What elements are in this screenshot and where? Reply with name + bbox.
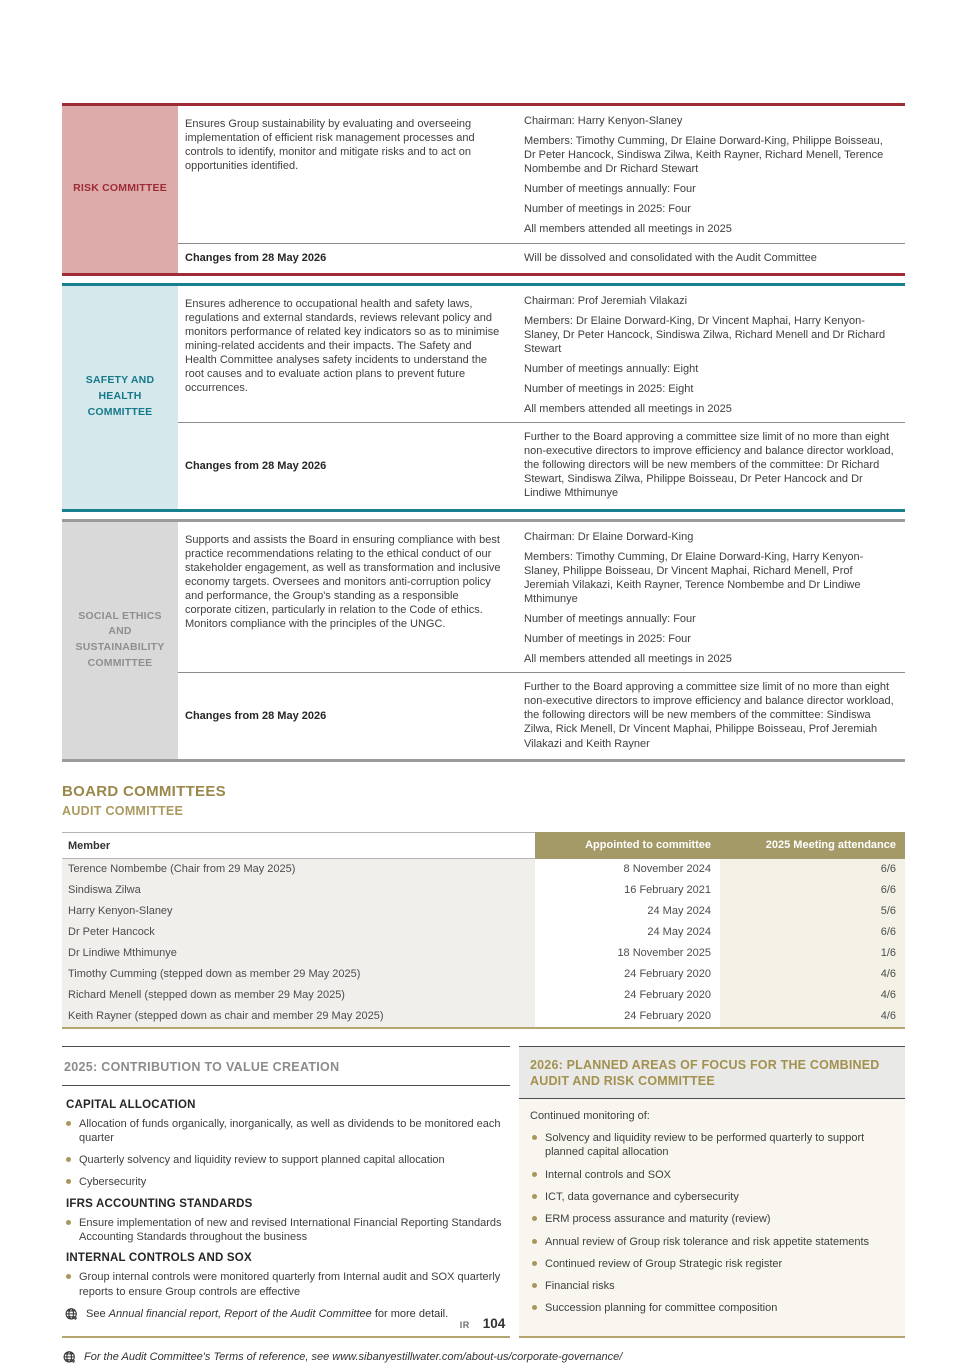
page-content <box>62 103 905 1365</box>
bullet-dot-icon <box>532 1135 537 1140</box>
column-header-member: Member <box>62 832 535 859</box>
changes-label: Changes from 28 May 2026 <box>178 422 515 508</box>
list-item <box>532 1257 893 1271</box>
value-creation-heading: 2025: CONTRIBUTION TO VALUE CREATION <box>62 1047 510 1086</box>
detail-members: Members: Timothy Cumming, Dr Elaine Dorward-King, Philippe Boisseau, Dr Peter Hancock, Sindiswa Zilwa, Keith Rayner, Richard Menell, Terence Nombembe and Dr Richard Stewart <box>524 135 884 176</box>
list-item <box>532 1212 893 1226</box>
section-title-ifrs: IFRS ACCOUNTING STANDARDS <box>66 1197 253 1210</box>
column-header-attendance: 2025 Meeting attendance <box>720 832 905 859</box>
appointed-cell: 16 February 2021 <box>535 880 720 901</box>
detail-chairman: Chairman: Harry Kenyon-Slaney <box>524 115 683 127</box>
committee-description: Ensures adherence to occupational health and safety laws, regulations and external standards, reviews relevant policy and monitors performance of related key indicators so as to minimise mining-related accidents and their impacts. The Safety and Health Committee analyses safety incidents to understand the root causes and to evaluate action plans to prevent future occurrences. <box>185 297 500 395</box>
list-item-text: Cybersecurity <box>79 1176 147 1189</box>
table-row <box>62 880 905 901</box>
section-title-internal-controls: INTERNAL CONTROLS AND SOX <box>66 1252 252 1265</box>
detail-chairman: Chairman: Dr Elaine Dorward-King <box>524 530 694 543</box>
committee-description: Ensures Group sustainability by evaluating and overseeing implementation of efficient risk management processes and controls to identify, monitor and mitigate risks and to act on opportunities identified. <box>185 118 475 173</box>
committee-name: SOCIAL ETHICS AND SUSTAINABILITY COMMITTEE <box>75 609 165 669</box>
bullet-dot-icon <box>532 1283 537 1288</box>
board-committees-heading: BOARD COMMITTEES <box>62 782 226 800</box>
bullet-dot-icon <box>532 1239 537 1244</box>
member-cell: Dr Lindiwe Mthimunye <box>62 943 535 964</box>
appointed-cell: 24 May 2024 <box>535 922 720 943</box>
list-item <box>66 1153 508 1167</box>
table-row <box>62 964 905 985</box>
table-row <box>62 859 905 880</box>
footnote-text: For the Audit Committee's Terms of reference, see www.sibanyestillwater.com/about-us/corporate-governance/ <box>84 1351 623 1364</box>
table-header-row <box>62 832 905 859</box>
detail-meetings-annually: Number of meetings annually: Eight <box>524 362 699 375</box>
member-cell: Terence Nombembe (Chair from 29 May 2025) <box>62 859 535 880</box>
bullet-dot-icon <box>532 1261 537 1266</box>
bullet-dot-icon <box>66 1220 71 1225</box>
bullet-dot-icon <box>532 1305 537 1310</box>
list-item-text: Solvency and liquidity review to be performed quarterly to support planned capital allocation <box>545 1132 865 1159</box>
changes-text: Further to the Board approving a committee size limit of no more than eight non-executive directors to improve efficiency and balance director workload, the following directors will be new members of the committee: Dr Richard Stewart, Sindiswa Zilwa, Philippe Boisseau, Dr Peter Hancock and Dr Lindiwe Mthimunye <box>515 422 905 508</box>
detail-meetings-annually: Number of meetings annually: Four <box>524 612 696 625</box>
planned-focus-intro: Continued monitoring of: <box>530 1110 650 1123</box>
member-cell: Keith Rayner (stepped down as chair and member 29 May 2025) <box>62 1006 535 1027</box>
list-item <box>66 1216 508 1245</box>
bullet-dot-icon <box>532 1172 537 1177</box>
page-number: 104 <box>482 1316 506 1331</box>
detail-meetings-2025: Number of meetings in 2025: Four <box>524 633 691 646</box>
committee-details <box>515 286 905 423</box>
bullet-dot-icon <box>532 1194 537 1199</box>
globe-link-icon <box>62 1350 77 1365</box>
changes-label: Changes from 28 May 2026 <box>178 243 515 273</box>
list-item-text: Group internal controls were monitored quarterly from Internal audit and SOX quarterly reports to ensure Group controls are effective <box>79 1271 501 1298</box>
list-item <box>532 1279 893 1293</box>
appointed-cell: 24 February 2020 <box>535 964 720 985</box>
list-item <box>532 1131 893 1160</box>
detail-chairman: Chairman: Prof Jeremiah Vilakazi <box>524 294 688 307</box>
member-cell: Timothy Cumming (stepped down as member 29 May 2025) <box>62 964 535 985</box>
appointed-cell: 24 February 2020 <box>535 1006 720 1027</box>
safety-health-committee-label <box>62 286 178 509</box>
appointed-cell: 8 November 2024 <box>535 859 720 880</box>
list-item <box>66 1270 508 1299</box>
detail-attendance: All members attended all meetings in 2025 <box>524 403 732 416</box>
bullet-dot-icon <box>66 1274 71 1279</box>
planned-focus-panel <box>519 1046 905 1338</box>
attendance-cell: 4/6 <box>720 985 905 1006</box>
committee-details <box>515 106 905 243</box>
list-item-text: Quarterly solvency and liquidity review to support planned capital allocation <box>79 1154 445 1167</box>
list-item <box>532 1190 893 1204</box>
list-item-text: Allocation of funds organically, inorganically, as well as dividends to be monitored each quarter <box>79 1117 501 1144</box>
committee-details <box>515 522 905 673</box>
attendance-cell: 4/6 <box>720 1006 905 1027</box>
appointed-cell: 18 November 2025 <box>535 943 720 964</box>
committee-name: SAFETY AND HEALTH COMMITTEE <box>85 374 155 418</box>
attendance-cell: 6/6 <box>720 922 905 943</box>
risk-committee-row <box>62 103 905 276</box>
attendance-cell: 5/6 <box>720 901 905 922</box>
member-cell: Sindiswa Zilwa <box>62 880 535 901</box>
committee-name: RISK COMMITTEE <box>73 182 167 195</box>
list-item <box>66 1175 508 1189</box>
list-item <box>532 1235 893 1249</box>
table-row <box>62 985 905 1006</box>
list-item-text: Succession planning for committee composition <box>545 1302 778 1315</box>
changes-label: Changes from 28 May 2026 <box>178 672 515 758</box>
bottom-two-column-section <box>62 1046 905 1338</box>
social-ethics-committee-label <box>62 522 178 759</box>
value-creation-panel <box>62 1046 510 1338</box>
page-footer <box>0 1316 965 1331</box>
audit-committee-subheading: AUDIT COMMITTEE <box>62 803 184 818</box>
member-cell: Dr Peter Hancock <box>62 922 535 943</box>
changes-text: Will be dissolved and consolidated with the Audit Committee <box>515 243 905 273</box>
detail-attendance: All members attended all meetings in 2025 <box>524 653 732 666</box>
list-item-text: Annual review of Group risk tolerance and risk appetite statements <box>545 1235 870 1248</box>
list-item-text: Financial risks <box>545 1280 615 1293</box>
list-item-text: Continued review of Group Strategic risk register <box>545 1257 783 1270</box>
attendance-cell: 4/6 <box>720 964 905 985</box>
detail-meetings-2025: Number of meetings in 2025: Four <box>524 203 691 216</box>
terms-of-reference-footnote <box>62 1350 905 1365</box>
appointed-cell: 24 February 2020 <box>535 985 720 1006</box>
audit-committee-table <box>62 832 905 1029</box>
detail-members: Members: Dr Elaine Dorward-King, Dr Vincent Maphai, Harry Kenyon-Slaney, Dr Peter Hancock, Sindiswa Zilwa, Richard Menell and Dr Richard Stewart <box>524 314 886 355</box>
table-row <box>62 922 905 943</box>
column-header-appointed: Appointed to committee <box>535 832 720 859</box>
changes-text: Further to the Board approving a committee size limit of no more than eight non-executive directors to improve efficiency and balance director workload, the following directors will be new members of the committee: Sindiswa Zilwa, Rick Menell, Dr Vincent Maphai, Philippe Boisseau, Prof Jeremiah Vilakazi and Keith Rayner <box>515 672 905 758</box>
bullet-dot-icon <box>66 1121 71 1126</box>
social-ethics-committee-row <box>62 519 905 762</box>
report-code-label: IR <box>459 1320 470 1330</box>
risk-committee-label <box>62 106 178 273</box>
committee-description: Supports and assists the Board in ensuring compliance with best practice recommendations relating to the ethical conduct of our stakeholder engagement, as well as transformation and inclusive economy targets. Oversees and monitors anti-corruption policy and performance, the Group's standing as a responsible corporate citizen, particularly in relation to the Code of ethics. Monitors compliance with the principles of the UNGC. <box>185 533 501 631</box>
bullet-dot-icon <box>66 1157 71 1162</box>
list-item <box>532 1168 893 1182</box>
attendance-cell: 6/6 <box>720 859 905 880</box>
cross-reference-text: See Annual financial report, Report of the Audit Committee for more detail. <box>86 1308 449 1321</box>
table-row <box>62 1006 905 1027</box>
list-item <box>532 1301 893 1315</box>
detail-attendance: All members attended all meetings in 2025 <box>524 223 732 236</box>
attendance-cell: 6/6 <box>720 880 905 901</box>
detail-meetings-annually: Number of meetings annually: Four <box>524 183 696 196</box>
bullet-dot-icon <box>66 1179 71 1184</box>
list-item-text: ERM process assurance and maturity (review) <box>545 1213 771 1226</box>
detail-meetings-2025: Number of meetings in 2025: Eight <box>524 383 694 396</box>
appointed-cell: 24 May 2024 <box>535 901 720 922</box>
planned-focus-heading: 2026: PLANNED AREAS OF FOCUS FOR THE COMBINED AUDIT AND RISK COMMITTEE <box>519 1047 905 1100</box>
detail-members: Members: Timothy Cumming, Dr Elaine Dorward-King, Harry Kenyon- Slaney, Philippe Boisseau, Dr Vincent Maphai, Richard Menell, Prof Jeremiah Vilakazi, Keith Rayner, Terence Nombembe and Dr Lindiwe Mthimunye <box>524 550 864 605</box>
safety-health-committee-row <box>62 283 905 512</box>
table-row <box>62 901 905 922</box>
value-creation-body <box>62 1086 510 1332</box>
list-item <box>66 1117 508 1146</box>
attendance-cell: 1/6 <box>720 943 905 964</box>
list-item-text: Internal controls and SOX <box>545 1168 671 1181</box>
list-item-text: ICT, data governance and cybersecurity <box>545 1190 739 1203</box>
list-item-text: Ensure implementation of new and revised International Financial Reporting Standards Accounting Standards throughout the business <box>79 1216 502 1244</box>
section-title-capital-allocation: CAPITAL ALLOCATION <box>66 1098 196 1111</box>
member-cell: Richard Menell (stepped down as member 29 May 2025) <box>62 985 535 1006</box>
planned-focus-body <box>519 1099 905 1336</box>
bullet-dot-icon <box>532 1216 537 1221</box>
member-cell: Harry Kenyon-Slaney <box>62 901 535 922</box>
table-row <box>62 943 905 964</box>
